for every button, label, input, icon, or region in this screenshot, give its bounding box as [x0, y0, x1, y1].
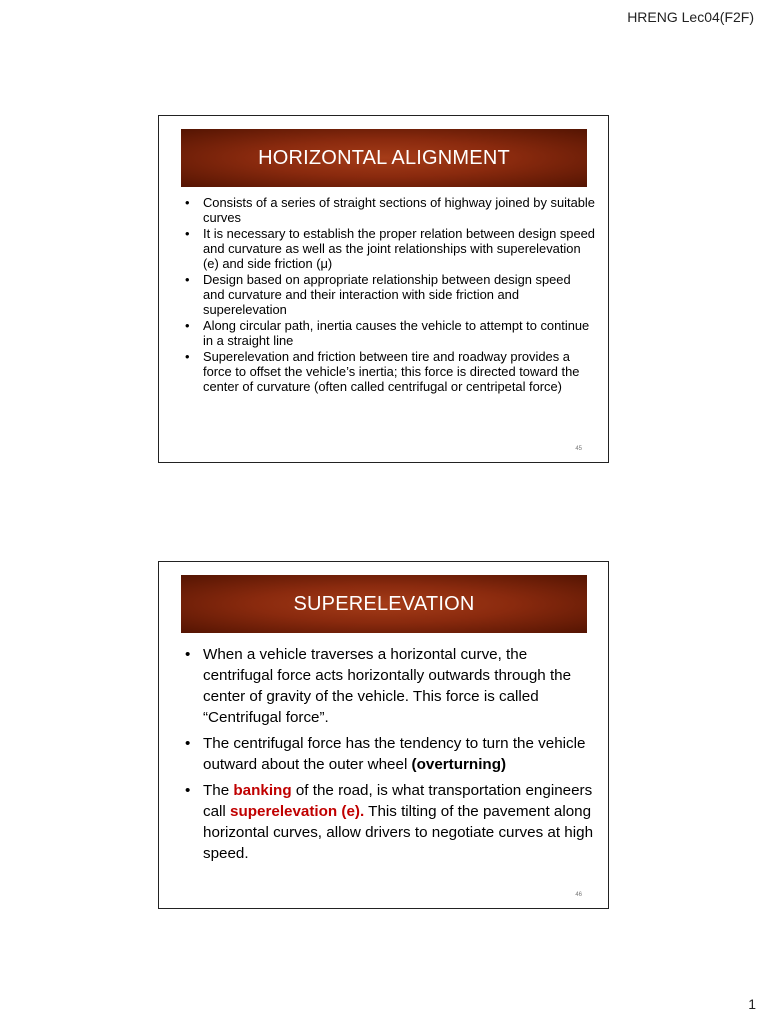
bullet-item	[203, 780, 595, 864]
bullet-text: of the road, is what transportation engineers call	[203, 782, 593, 820]
bullet-item: • Superelevation and friction between tire and roadway provides a force to offset the vehicle’s inertia; this force is directed toward the center of curvature (often called centrifugal or centripetal force)	[203, 349, 595, 394]
bullet-list	[203, 644, 595, 869]
slide-title: HORIZONTAL ALIGNMENT	[181, 129, 587, 187]
slide-number: 45	[575, 446, 582, 452]
bullet-text: The centrifugal force has the tendency to turn the vehicle outward about the outer wheel	[203, 735, 586, 773]
slide-number: 46	[575, 892, 582, 898]
slide-superelevation	[158, 561, 609, 909]
page-number: 1	[748, 996, 756, 1012]
bullet-item: • Design based on appropriate relationship between design speed and curvature and their interaction with side friction and superelevation	[203, 272, 595, 317]
bullet-item	[203, 733, 595, 775]
slide-title: SUPERELEVATION	[181, 575, 587, 633]
highlight-term-superelevation: superelevation (e).	[230, 803, 365, 820]
slide-horizontal-alignment	[158, 115, 609, 463]
bullet-item: • Along circular path, inertia causes the vehicle to attempt to continue in a straight line	[203, 318, 595, 348]
document-header-code: HRENG Lec04(F2F)	[627, 9, 754, 25]
bullet-item: • It is necessary to establish the proper relation between design speed and curvature as well as the joint relationships with superelevation (e) and side friction (μ)	[203, 226, 595, 271]
bold-term-overturning: (overturning)	[411, 756, 507, 773]
bullet-list	[203, 195, 595, 395]
bullet-item: • When a vehicle traverses a horizontal curve, the centrifugal force acts horizontally outwards through the center of gravity of the vehicle. This force is called “Centrifugal force”.	[203, 644, 595, 728]
highlight-term-banking: banking	[233, 782, 292, 799]
bullet-text: The	[203, 782, 234, 799]
bullet-item: • Consists of a series of straight sections of highway joined by suitable curves	[203, 195, 595, 225]
bullet-text: This tilting of the pavement along horizontal curves, allow drivers to negotiate curves at high speed.	[203, 803, 594, 862]
